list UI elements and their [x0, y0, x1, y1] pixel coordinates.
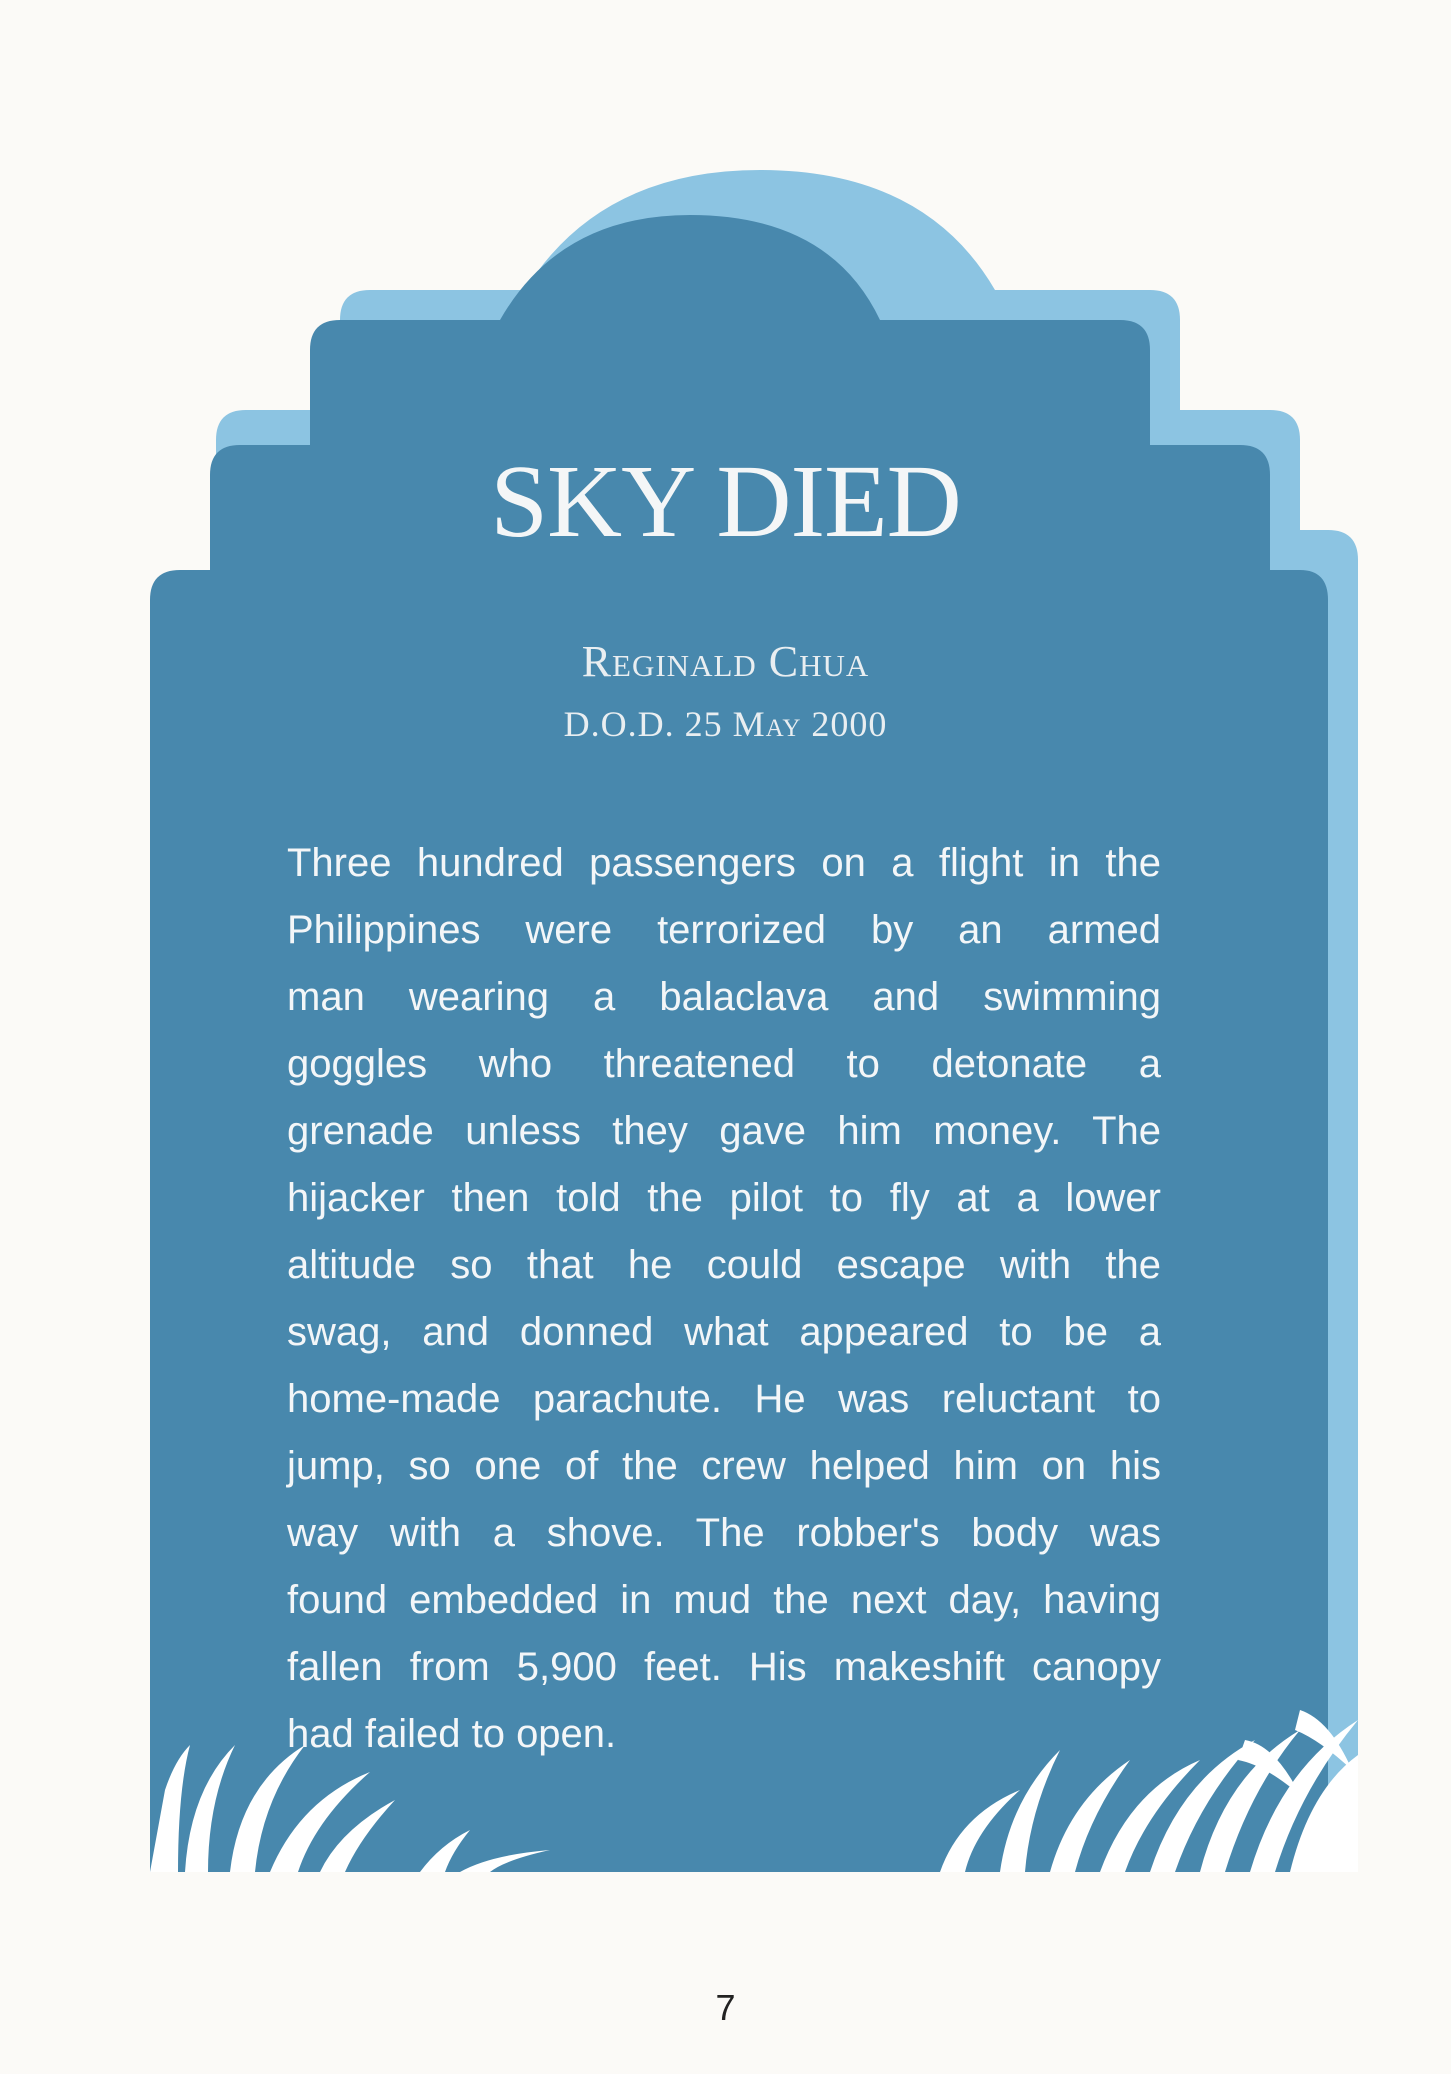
story-line: grenade unless they gave him money. The — [287, 1109, 1161, 1153]
story-line: found embedded in mud the next day, having — [287, 1578, 1161, 1622]
story-line: man wearing a balaclava and swimming — [287, 975, 1161, 1019]
story-text — [287, 830, 1161, 1768]
tombstone-title: SKY DIED — [490, 444, 961, 559]
date-of-death: D.O.D. 25 May 2000 — [563, 704, 888, 744]
story-line: Philippines were terrorized by an armed — [287, 908, 1161, 952]
story-line: hijacker then told the pilot to fly at a lower — [287, 1176, 1161, 1220]
story-line: Three hundred passengers on a flight in the — [287, 841, 1161, 885]
story-line: altitude so that he could escape with the — [287, 1243, 1161, 1287]
deceased-name: Reginald Chua — [581, 637, 870, 686]
story-line: fallen from 5,900 feet. His makeshift canopy — [287, 1645, 1161, 1689]
page-number: 7 — [715, 1987, 736, 2028]
story-line: jump, so one of the crew helped him on his — [287, 1444, 1161, 1488]
story-line: goggles who threatened to detonate a — [287, 1042, 1161, 1086]
story-line: had failed to open. — [287, 1712, 617, 1756]
story-line: home-made parachute. He was reluctant to — [287, 1377, 1161, 1421]
story-line: swag, and donned what appeared to be a — [287, 1310, 1161, 1354]
story-line: way with a shove. The robber's body was — [287, 1511, 1161, 1555]
